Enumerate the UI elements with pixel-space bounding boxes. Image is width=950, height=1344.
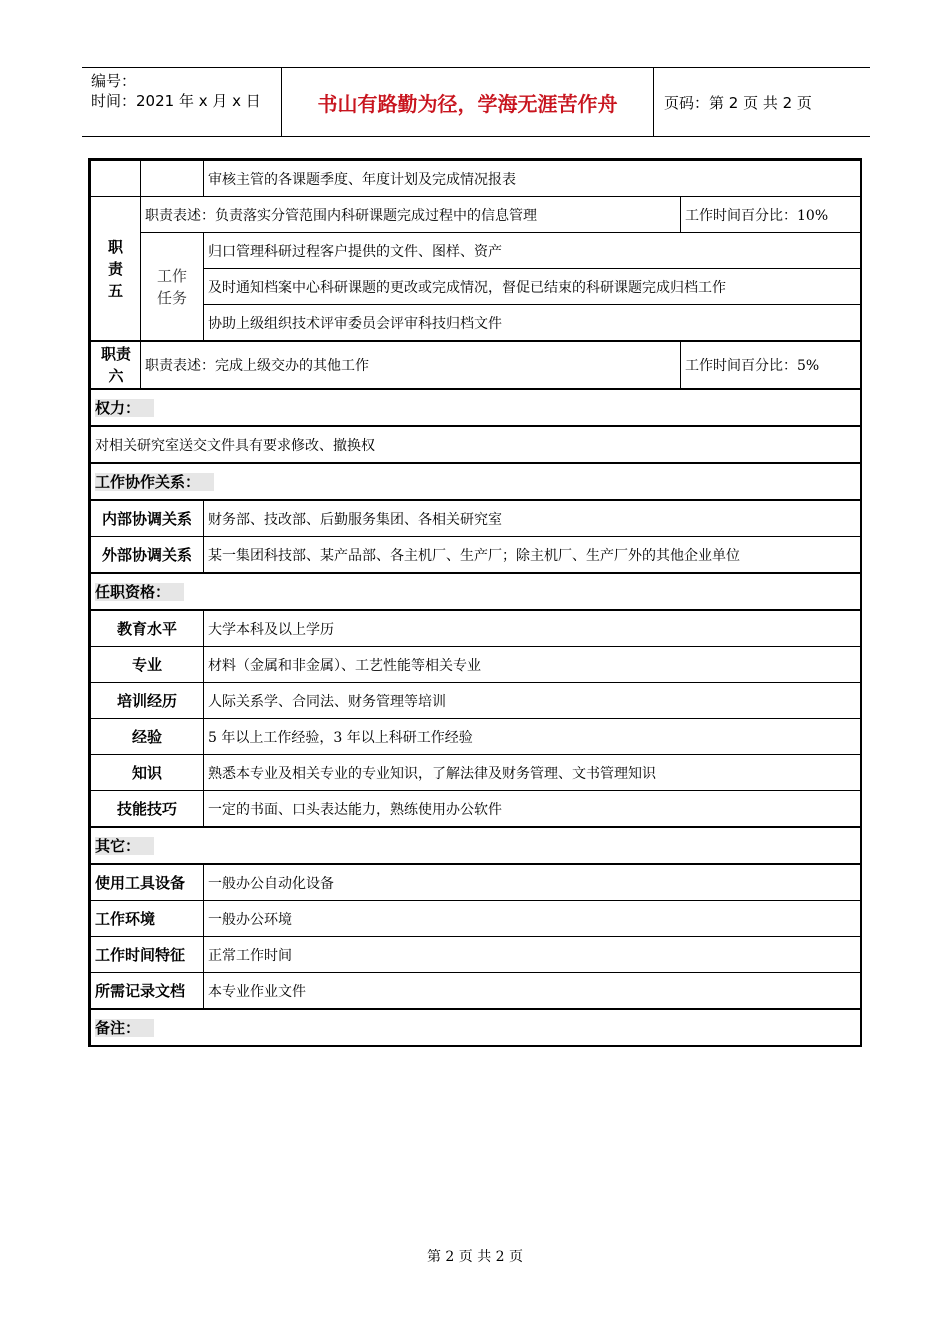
page-header bbox=[82, 67, 870, 137]
other-value: 一般办公环境 bbox=[204, 901, 861, 937]
other-row bbox=[91, 937, 861, 973]
qualification-label: 培训经历 bbox=[91, 683, 204, 719]
duty4-task: 审核主管的各课题季度、年度计划及完成情况报表 bbox=[204, 161, 861, 197]
other-label: 工作环境 bbox=[91, 901, 204, 937]
other-label: 所需记录文档 bbox=[91, 973, 204, 1010]
authority-section-row bbox=[91, 389, 861, 426]
authority-content: 对相关研究室送交文件具有要求修改、撤换权 bbox=[91, 426, 861, 463]
relations-title bbox=[91, 463, 861, 500]
header-motto: 书山有路勤为径，学海无涯苦作舟 bbox=[282, 68, 654, 136]
qualification-row bbox=[91, 755, 861, 791]
qualification-row bbox=[91, 683, 861, 719]
duty5-label: 职责五 bbox=[91, 197, 141, 342]
duty5-task-3: 协助上级组织技术评审委员会评审科技归档文件 bbox=[204, 305, 861, 342]
duty5-task-2: 及时通知档案中心科研课题的更改或完成情况，督促已结束的科研课题完成归档工作 bbox=[204, 269, 861, 305]
other-title-text: 其它： bbox=[95, 837, 154, 855]
duty6-label-text: 职责六 bbox=[100, 345, 131, 385]
duty5-description-row bbox=[91, 197, 861, 233]
qualification-value: 一定的书面、口头表达能力，熟练使用办公软件 bbox=[204, 791, 861, 828]
qualification-label: 知识 bbox=[91, 755, 204, 791]
document-number-label: 编号： bbox=[91, 72, 137, 90]
relations-label: 外部协调关系 bbox=[91, 537, 204, 574]
remarks-title-text: 备注： bbox=[95, 1019, 154, 1037]
other-value: 本专业作业文件 bbox=[204, 973, 861, 1010]
duty4-label-cell bbox=[91, 161, 141, 197]
relations-section-row bbox=[91, 463, 861, 500]
duty6-time-percent: 工作时间百分比：5% bbox=[681, 341, 861, 389]
header-page-info: 页码：第 2 页 共 2 页 bbox=[664, 93, 812, 112]
relations-title-text: 工作协作关系： bbox=[95, 473, 214, 491]
other-section-row bbox=[91, 827, 861, 864]
other-value: 正常工作时间 bbox=[204, 937, 861, 973]
other-row bbox=[91, 973, 861, 1010]
qualification-row bbox=[91, 610, 861, 647]
authority-title-text: 权力： bbox=[95, 399, 154, 417]
duty5-task-1: 归口管理科研过程客户提供的文件、图样、资产 bbox=[204, 233, 861, 269]
qualification-value: 材料（金属和非金属）、工艺性能等相关专业 bbox=[204, 647, 861, 683]
duty6-label bbox=[91, 341, 141, 389]
duty5-task-row-3 bbox=[91, 305, 861, 342]
qualifications-section-row bbox=[91, 573, 861, 610]
header-meta bbox=[82, 68, 282, 136]
other-value: 一般办公自动化设备 bbox=[204, 864, 861, 901]
qualifications-title bbox=[91, 573, 861, 610]
qualification-value: 人际关系学、合同法、财务管理等培训 bbox=[204, 683, 861, 719]
duty4-task-label-cell bbox=[141, 161, 204, 197]
qualification-value: 熟悉本专业及相关专业的专业知识，了解法律及财务管理、文书管理知识 bbox=[204, 755, 861, 791]
duty5-task-label bbox=[141, 233, 204, 342]
other-row bbox=[91, 901, 861, 937]
relations-label: 内部协调关系 bbox=[91, 500, 204, 537]
qualification-value: 大学本科及以上学历 bbox=[204, 610, 861, 647]
authority-content-row bbox=[91, 426, 861, 463]
duty6-description: 职责表述：完成上级交办的其他工作 bbox=[141, 341, 681, 389]
qualification-label: 经验 bbox=[91, 719, 204, 755]
relations-value: 财务部、技改部、后勤服务集团、各相关研究室 bbox=[204, 500, 861, 537]
remarks-title bbox=[91, 1009, 861, 1045]
form-table bbox=[90, 160, 861, 1045]
duty4-task-row bbox=[91, 161, 861, 197]
qualification-label: 技能技巧 bbox=[91, 791, 204, 828]
document-time: 时间：2021 年 x 月 x 日 bbox=[91, 92, 261, 110]
duty6-row bbox=[91, 341, 861, 389]
duty5-task-row-1 bbox=[91, 233, 861, 269]
remarks-section-row bbox=[91, 1009, 861, 1045]
duty5-time-percent: 工作时间百分比：10% bbox=[681, 197, 861, 233]
qualifications-title-text: 任职资格： bbox=[95, 583, 184, 601]
job-description-form bbox=[88, 158, 862, 1047]
page-footer: 第 2 页 共 2 页 bbox=[426, 1249, 524, 1265]
qualification-row bbox=[91, 791, 861, 828]
duty5-description: 职责表述：负责落实分管范围内科研课题完成过程中的信息管理 bbox=[141, 197, 681, 233]
other-row bbox=[91, 864, 861, 901]
qualification-label: 教育水平 bbox=[91, 610, 204, 647]
qualification-row bbox=[91, 719, 861, 755]
relations-row bbox=[91, 500, 861, 537]
relations-value: 某一集团科技部、某产品部、各主机厂、生产厂；除主机厂、生产厂外的其他企业单位 bbox=[204, 537, 861, 574]
authority-title bbox=[91, 389, 861, 426]
duty5-task-row-2 bbox=[91, 269, 861, 305]
qualification-value: 5 年以上工作经验，3 年以上科研工作经验 bbox=[204, 719, 861, 755]
other-title bbox=[91, 827, 861, 864]
duty5-task-label-text: 工作任务 bbox=[156, 266, 187, 307]
other-label: 工作时间特征 bbox=[91, 937, 204, 973]
relations-row bbox=[91, 537, 861, 574]
qualification-row bbox=[91, 647, 861, 683]
other-label: 使用工具设备 bbox=[91, 864, 204, 901]
qualification-label: 专业 bbox=[91, 647, 204, 683]
